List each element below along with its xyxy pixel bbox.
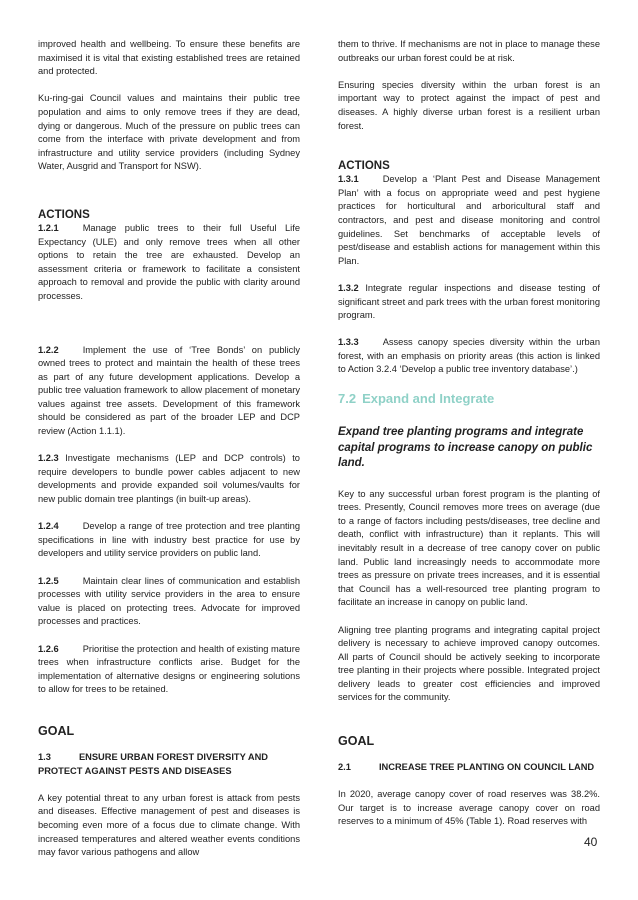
goal-title: INCREASE TREE PLANTING ON COUNCIL LAND [378, 762, 595, 773]
section-heading [338, 391, 600, 407]
action-text: Develop a range of tree protection and tree planting specifications in line with industry best practice for use by developers and utility service providers on public land. [38, 521, 300, 559]
action-text: Maintain clear lines of communication and establish processes with utility service providers in the area to ensure value is placed on protecting trees. Advocate for improved processes and practices. [38, 575, 300, 627]
action-text: Manage public trees to their full Useful Life Expectancy (ULE) and only remove trees when all other options to retain the tree are exhausted. Develop an assessment criteria or framework to facilitate a consistent approach to removal and provide the public with clarity around processes. [38, 222, 300, 301]
page-number: 40 [584, 835, 598, 849]
paragraph: Ku-ring-gai Council values and maintains their public tree population and aims to only remove trees if they are dead, dying or dangerous. Much of the pressure on public trees can come from the interface with private development and from infrastructure and utility service providers (including Sydney Water, Ausgrid and Transport for NSW). [38, 93, 300, 172]
action-number: 1.3.3 [338, 337, 359, 348]
section-title: Expand and Integrate [362, 391, 495, 407]
action-1-2-1 [38, 222, 300, 304]
paragraph: Key to any successful urban forest program is the planting of trees. Presently, Council removes more trees on average (due to a range of factors including pests/diseases, tree decline and death, conflict with infrastructure) than it replants. This will inevitably result in a decrease of tree canopy cover on public land. Public land increasingly needs to accommodate more trees as pressure on private trees increases, and it is essential that Council has a well-resourced tree planting program to facilitate an increase in canopy on public land. [338, 488, 600, 608]
action-text: Assess canopy species diversity within the urban forest, with an emphasis on priority areas (this action is linked to Action 3.2.4 ‘Develop a public tree inventory database’.) [338, 337, 600, 375]
paragraph: improved health and wellbeing. To ensure these benefits are maximised it is vital that existing established trees are retained and protected. [38, 39, 300, 77]
action-number: 1.3.2 [338, 282, 359, 293]
action-1-2-3 [38, 452, 300, 506]
right-column [338, 38, 600, 843]
left-column [38, 38, 300, 873]
action-text: Integrate regular inspections and disease testing of significant street and park trees with the urban forest monitoring program. [338, 282, 600, 321]
action-1-3-3 [338, 336, 600, 377]
actions-heading: ACTIONS [338, 160, 390, 173]
action-number: 1.2.5 [38, 575, 59, 586]
goal-heading: GOAL [38, 723, 75, 738]
action-1-3-1 [338, 173, 600, 268]
action-number: 1.2.6 [38, 643, 59, 654]
action-number: 1.2.3 [38, 453, 59, 464]
action-1-2-5 [38, 575, 300, 629]
action-number: 1.2.1 [38, 222, 59, 233]
paragraph: Aligning tree planting programs and integrating capital project delivery is necessary to achieve improved canopy outcomes. All parts of Council should be actively seeking to incorporate tree planting in their projects where possible. Integrated project delivery leads to greater cost efficiencies and improved services for the community. [338, 624, 600, 703]
action-1-2-4 [38, 520, 300, 561]
goal-title: ENSURE URBAN FOREST DIVERSITY AND PROTECT AGAINST PESTS AND DISEASES [38, 751, 268, 776]
action-text: Prioritise the protection and health of existing mature trees when infrastructure conflicts arise. Budget for the implementation of alternative designs or engineering solutions to allow for trees to be retained. [38, 643, 300, 695]
action-number: 1.3.1 [338, 174, 359, 185]
action-1-2-2 [38, 344, 300, 439]
actions-heading: ACTIONS [38, 208, 90, 221]
paragraph: In 2020, average canopy cover of road reserves was 38.2%. Our target is to increase average canopy cover on road reserves to a minimum of 45% (Table 1). Road reserves with [338, 789, 600, 827]
action-number: 1.2.4 [38, 521, 59, 532]
goal-1-3-title [38, 751, 300, 778]
goal-2-1-title [338, 761, 600, 775]
action-number: 1.2.2 [38, 344, 59, 355]
lead-statement: Expand tree planting programs and integrate capital programs to increase canopy on public land. [338, 426, 593, 470]
goal-number: 2.1 [338, 762, 351, 773]
paragraph: them to thrive. If mechanisms are not in place to manage these outbreaks our urban forest could be at risk. [338, 39, 600, 63]
action-1-2-6 [38, 643, 300, 697]
section-number: 7.2 [338, 391, 357, 407]
goal-heading: GOAL [338, 734, 375, 749]
action-text: Develop a ‘Plant Pest and Disease Management Plan’ with a focus on appropriate weed and pest hygiene practices for horticultural and arboricultural staff and contractors, and pest and disease monitoring and control guidelines. Set benchmarks of acceptable levels of pest/disease and establish actions for management within this Plan. [338, 174, 600, 266]
action-text: Investigate mechanisms (LEP and DCP controls) to require developers to bundle power cables adjacent to new developments and provide expanded soil volumes/vaults for new public domain tree plantings (in built-up areas). [38, 453, 300, 505]
action-1-3-2 [338, 282, 600, 323]
goal-number: 1.3 [38, 751, 51, 762]
paragraph: Ensuring species diversity within the urban forest is an important way to protect against the impact of pest and diseases. A highly diverse urban forest is a resilient urban forest. [338, 79, 600, 131]
paragraph: A key potential threat to any urban forest is attack from pests and diseases. Effective management of pest and diseases is becoming even more of a focus due to climate change. With increased temperatures and altered weather events conditions may favor various pathogens and allow [38, 792, 300, 858]
action-text: Implement the use of ‘Tree Bonds’ on publicly owned trees to protect and maintain the health of these trees as part of any future development applications. Develop a public tree valuation framework to allow placement of monetary values against tree assets. Development of this framework should be considered as part of the broader LEP and DCP review (Action 1.1.1). [38, 344, 300, 437]
